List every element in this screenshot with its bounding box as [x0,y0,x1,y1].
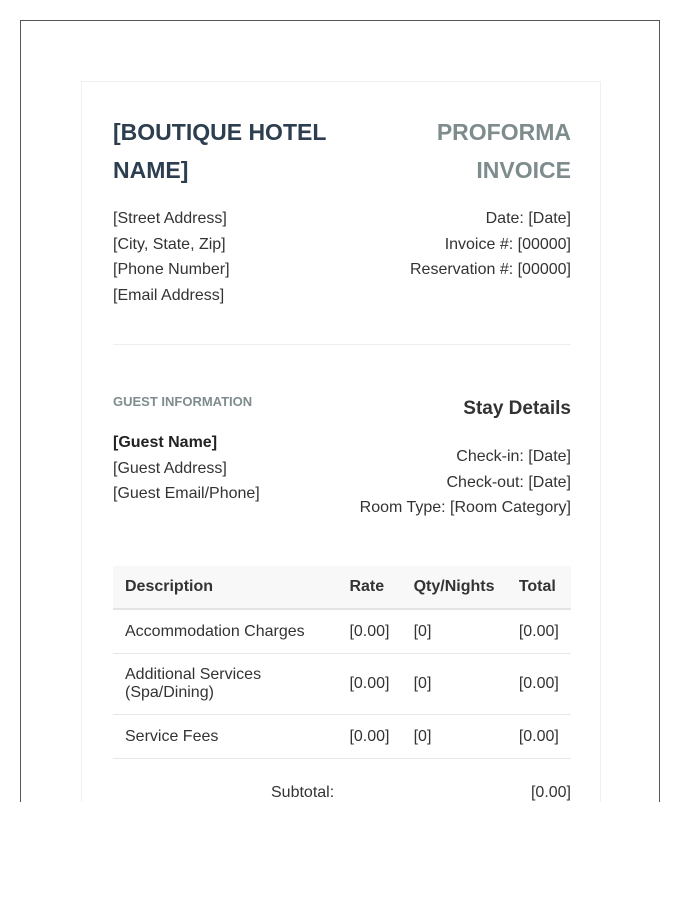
invoice-sheet [81,81,601,802]
table-header-row [113,566,571,609]
guest-address: [Guest Address] [113,459,227,477]
row-rate: [0.00] [337,609,401,654]
row-total: [0.00] [507,609,571,654]
stay-details-block [360,444,571,521]
header-total: Total [507,566,571,609]
row-description: Accommodation Charges [113,609,337,654]
header-qty-nights: Qty/Nights [402,566,507,609]
row-qty: [0] [402,654,507,715]
invoice-meta-block [410,206,571,283]
header-divider [113,344,571,345]
guest-name: [Guest Name] [113,434,218,451]
invoice-number: Invoice #: [00000] [444,235,571,253]
table-row [113,715,571,759]
row-qty: [0] [402,609,507,654]
table-row [113,609,571,654]
check-in: Check-in: [Date] [456,448,571,465]
check-out: Check-out: [Date] [446,473,571,491]
room-type: Room Type: [Room Category] [359,499,571,517]
document-title: PROFORMA INVOICE [436,119,571,183]
hotel-street: [Street Address] [113,210,227,227]
table-row [113,654,571,715]
hotel-address-block [113,206,230,309]
guest-contact: [Guest Email/Phone] [113,485,260,503]
subtotal-value: [0.00] [530,784,571,801]
reservation-number: Reservation #: [00000] [410,261,571,279]
row-description: Service Fees [113,715,337,759]
header-rate: Rate [337,566,401,609]
header-description: Description [113,566,337,609]
guest-section-label: GUEST INFORMATION [113,394,253,409]
stay-details-heading: Stay Details [463,398,571,419]
hotel-phone: [Phone Number] [113,261,230,279]
row-description: Additional Services (Spa/Dining) [113,654,337,715]
invoice-date: Date: [Date] [485,210,571,227]
row-total: [0.00] [507,654,571,715]
page-frame [20,20,660,802]
hotel-email: [Email Address] [113,287,225,305]
hotel-name: [BOUTIQUE HOTEL NAME] [113,119,326,183]
row-total: [0.00] [507,715,571,759]
row-qty: [0] [402,715,507,759]
subtotal-label: Subtotal: [271,784,335,801]
row-rate: [0.00] [337,715,401,759]
guest-info-block [113,430,260,507]
hotel-city-state-zip: [City, State, Zip] [113,235,226,253]
charges-table [113,566,571,759]
row-rate: [0.00] [337,654,401,715]
